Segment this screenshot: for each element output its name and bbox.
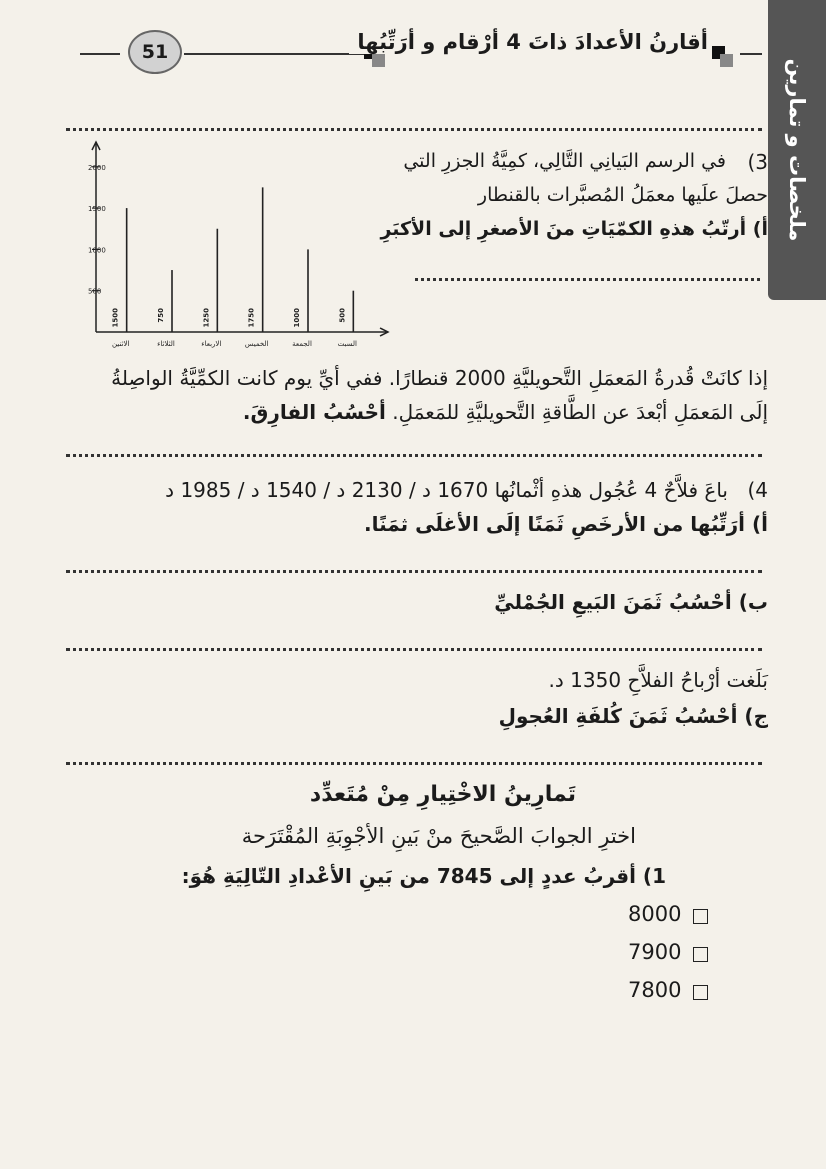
bar-value-label: 500: [338, 308, 347, 323]
option-label: 7900: [628, 940, 682, 964]
checkbox-icon[interactable]: [693, 947, 708, 962]
y-tick-label: 500: [88, 287, 102, 296]
option-label: 7800: [628, 978, 682, 1002]
y-tick-label: 2000: [88, 163, 106, 172]
side-tab: [768, 0, 826, 300]
exercise-3-part-a: أ) أرتّبُ هذهِ الكمّيَاتِ منَ الأصغرِ إلى الأكبَرِ: [380, 218, 768, 240]
option-7900[interactable]: [628, 940, 708, 970]
exercise-3-paragraph-2-task: أحْسُبُ الفارِقَ.: [242, 400, 386, 424]
x-tick-label: الجمعة: [292, 340, 312, 348]
answer-line: [66, 648, 762, 651]
exercise-4-profit: بَلَغت أرْباحُ الفلاَّحِ 1350 د.: [548, 668, 768, 692]
option-8000[interactable]: [628, 902, 708, 932]
x-tick-label: الثلاثاء: [157, 340, 175, 348]
bar-value-label: 1250: [202, 308, 211, 328]
option-label: 8000: [628, 902, 682, 926]
exercise-3-line-1: في الرسم البَيانِي التَّالِي، كمِيَّةُ الجزرِ التي: [403, 150, 726, 172]
exercise-3-paragraph-2: [243, 400, 768, 424]
page-title: أقارنُ الأعدادَ ذاتَ 4 أرْقام و أرَتِّبُها: [349, 30, 716, 54]
exercise-4-part-b: ب) أحْسُبُ ثَمَنَ البَيعِ الجُمْليِّ: [494, 590, 768, 614]
x-tick-label: السبت: [337, 340, 357, 348]
chart-svg: [58, 132, 402, 358]
header-rule-right: [740, 53, 762, 55]
exercise-4-intro: باعَ فلاَّحٌ 4 عُجُول هذهِ أثْمانُها 1670 د / 2130 د / 1540 د / 1985 د: [165, 478, 728, 502]
divider-dotted: [66, 128, 762, 131]
bar-value-label: 1500: [111, 308, 120, 328]
page-number: 51: [128, 30, 182, 74]
bar-value-label: 1750: [247, 308, 256, 328]
x-tick-label: الخميس: [244, 340, 269, 348]
exercise-3-line-2: حصلَ علَيها معمَلُ المُصبَّرات بالقنطار: [477, 184, 768, 206]
bar-value-label: 750: [157, 308, 165, 323]
x-tick-label: الاربعاء: [201, 340, 222, 348]
mcq-title: تَمارِينُ الاخْتِيارِ مِنْ مُتَعدِّد: [309, 782, 576, 807]
exercise-4-part-a: أ) أرَتِّبُها من الأرخَصِ ثَمَنًا إلَى الأغلَى ثمَنًا.: [363, 512, 768, 536]
answer-line: [66, 762, 762, 765]
mcq-instruction: اخترِ الجوابَ الصَّحيحَ منْ بَينِ الأجْوِبَةِ المُقْتَرَحة: [241, 824, 636, 848]
mcq-question-1: 1) أقربُ عددٍ إلى 7845 من بَينِ الأعْدادِ التّالِيَةِ هُوَ:: [181, 864, 666, 888]
option-7800[interactable]: [628, 978, 708, 1008]
bar-value-label: 1000: [293, 308, 301, 328]
checkbox-icon[interactable]: [693, 985, 708, 1000]
answer-line: [66, 570, 762, 573]
header-rule-left: [80, 53, 120, 55]
exercise-3-paragraph-1: إذا كانَتْ قُدرةُ المَعمَلِ التَّحويليَّةِ 2000 قنطارًا. ففي أيِّ يوم كانت الكمِّيَّةُ الواصِلةُ: [111, 366, 768, 390]
exercise-3-paragraph-2-text: إلَى المَعمَلِ أبْعدَ عن الطَّاقةِ التَّحويليَّةِ للمَعمَلِ.: [392, 400, 768, 424]
checkbox-icon[interactable]: [693, 909, 708, 924]
y-tick-label: 1000: [88, 246, 106, 255]
quantity-bar-chart: [58, 132, 402, 358]
exercise-4-part-c: ج) أحْسُبُ ثَمَنَ كُلفَةِ العُجولِ: [498, 704, 768, 728]
header-square-icon-right: [712, 46, 734, 68]
divider-dotted: [66, 454, 762, 457]
exercise-3-number: 3): [747, 150, 768, 174]
exercise-4-number: 4): [747, 478, 768, 502]
y-tick-label: 1500: [88, 205, 106, 214]
answer-line: [415, 278, 760, 281]
page-header: [80, 28, 762, 76]
header-rule-mid: [184, 53, 370, 55]
x-tick-label: الاثنين: [111, 340, 130, 348]
side-tab-label: ملخصات و تمارين: [785, 58, 809, 242]
